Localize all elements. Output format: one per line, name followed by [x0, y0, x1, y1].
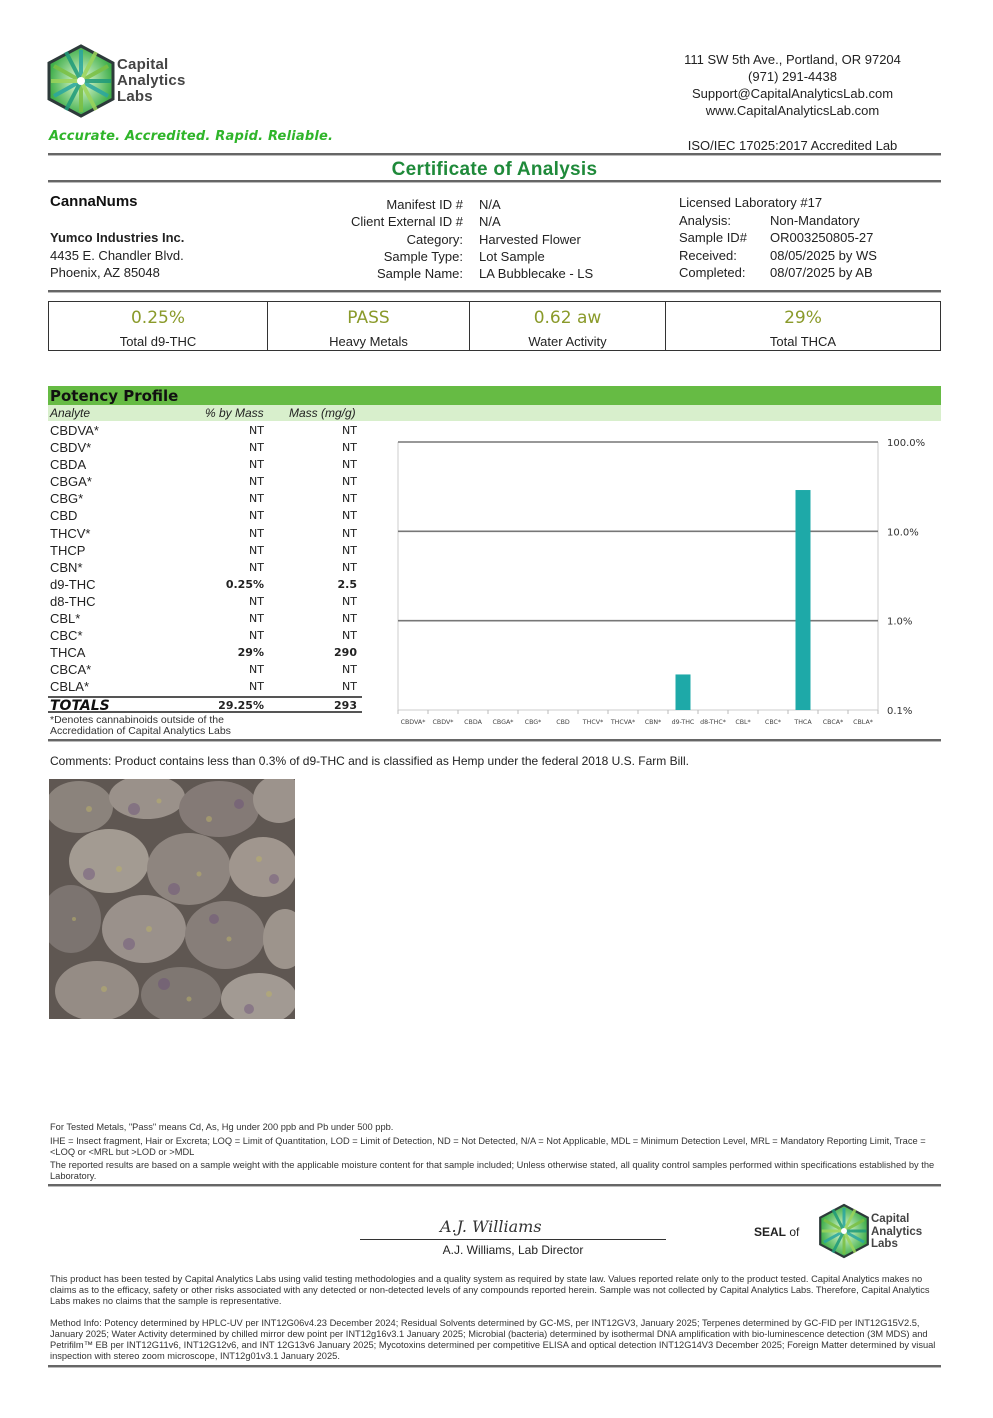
- summary-total-thca: [666, 302, 940, 350]
- chart-x-tick-label: d9-THC: [671, 719, 695, 726]
- page-title: Certificate of Analysis: [391, 159, 598, 180]
- summary-water-activity: [470, 302, 666, 350]
- lab-info-label: Received:: [679, 247, 737, 263]
- potency-title: Potency Profile: [50, 387, 179, 405]
- seal-label-rest: of: [786, 1225, 800, 1239]
- mass-mg-g: NT: [342, 680, 357, 694]
- summary-total-d9-thc: [49, 302, 268, 350]
- summary-label: Heavy Metals: [329, 334, 408, 349]
- seal-logo-icon: [818, 1203, 870, 1259]
- chart-y-tick-label: 0.1%: [887, 706, 913, 717]
- pct-by-mass: NT: [249, 509, 264, 523]
- summary-value: 0.25%: [130, 308, 185, 328]
- potency-table: [48, 422, 362, 713]
- method-info: Method Info: Potency determined by HPLC-UV per INT12G06v4.23 December 2024; Residual Solvents determined by GC-MS, per INT12GV3, January 2025; Terpenes determined by GC-FID per INT12G15V2.5, January 2025; Water Activity determined by chilled mirror dew point per INT12g16v3.1 January 2025; Microbial (bacteria) determined by isothermal DNA amplification with bio-luminescence detection (3M MDS) and Petrifilm™ EB per INT12G11v6, INT12G12v6, and INT 12G13v6 January 2025; Mycotoxins determined per competitive ELISA and optical detection INT12G14V3 December 2025; Foreign Matter determined by visual inspection with stereo zoom microscope, INT12g01v3.1 January 2025.: [50, 1318, 936, 1361]
- signature-line: [360, 1239, 666, 1240]
- potency-row: [48, 593, 362, 610]
- analyte-name: CBL*: [50, 611, 81, 627]
- pct-by-mass: NT: [249, 594, 264, 608]
- lab-info-label: Sample ID#: [679, 230, 747, 246]
- mass-mg-g: NT: [342, 458, 357, 472]
- received-date: 08/05/2025 by WS: [770, 247, 877, 263]
- sample-name: LA Bubblecake - LS: [479, 266, 594, 282]
- pct-by-mass: NT: [249, 458, 264, 472]
- sample-label: Client External ID #: [351, 214, 463, 230]
- lab-info-label: Completed:: [679, 264, 746, 280]
- manifest-id: N/A: [479, 197, 501, 212]
- comments: Comments: Product contains less than 0.3% of d9-THC and is classified as Hemp under the federal 2018 U.S. Farm Bill.: [50, 754, 689, 768]
- chart-y-tick-label: 10.0%: [887, 527, 919, 539]
- logo-line: Capital: [117, 56, 169, 73]
- mass-mg-g: NT: [342, 663, 357, 677]
- seal-label-bold: SEAL: [754, 1225, 787, 1239]
- sample-label: Sample Type:: [383, 248, 463, 264]
- client-city: Phoenix, AZ 85048: [50, 265, 160, 280]
- mass-mg-g: NT: [342, 560, 357, 574]
- potency-totals-row: [48, 696, 362, 713]
- sample-values: [479, 196, 593, 282]
- client-company: Yumco Industries Inc.: [50, 230, 185, 245]
- divider: [48, 153, 941, 156]
- analyte-name: CBCA*: [50, 662, 92, 678]
- potency-row: [48, 644, 362, 661]
- analyte-name: THCA: [50, 645, 86, 661]
- chart-x-tick-label: CBDVA*: [400, 719, 426, 726]
- lab-contact: [660, 51, 925, 119]
- potency-row: [48, 610, 362, 627]
- lab-address: 111 SW 5th Ave., Portland, OR 97204: [684, 52, 901, 67]
- mass-mg-g: NT: [342, 526, 357, 540]
- mass-mg-g: NT: [342, 594, 357, 608]
- potency-column-headers: [48, 405, 941, 421]
- tagline: Accurate. Accredited. Rapid. Reliable.: [49, 129, 334, 144]
- pct-by-mass: NT: [249, 680, 264, 694]
- seal-line: Analytics: [871, 1225, 923, 1238]
- sample-type: Lot Sample: [479, 248, 545, 264]
- col-analyte: Analyte: [50, 406, 91, 420]
- results-note: The reported results are based on a sample weight with the applicable moisture content for that sample included; Unless otherwise stated, all quality control samples performed within specifications established by the Laboratory.: [50, 1160, 935, 1181]
- signatory-name: A.J. Williams, Lab Director: [442, 1243, 584, 1257]
- pct-by-mass: 0.25%: [225, 577, 264, 591]
- chart-x-tick-label: THCA: [794, 719, 812, 726]
- chart-bar: [796, 490, 811, 710]
- pct-by-mass: NT: [249, 526, 264, 540]
- category: Harvested Flower: [479, 231, 581, 247]
- analyte-name: CBLA*: [50, 679, 90, 695]
- divider: [48, 1184, 941, 1187]
- chart-x-tick-label: CBG*: [524, 719, 542, 726]
- analyte-name: CBDVA*: [50, 423, 99, 438]
- mass-mg-g: NT: [342, 424, 357, 437]
- mass-mg-g: NT: [342, 441, 357, 455]
- potency-row: [48, 559, 362, 576]
- potency-row: [48, 439, 362, 456]
- mass-mg-g: NT: [342, 475, 357, 489]
- seal-logo-text: [871, 1213, 922, 1251]
- abbreviations-note: IHE = Insect fragment, Hair or Excreta; LOQ = Limit of Quantitation, LOD = Limit of Detection, ND = Not Detected, N/A = Not Applicable, MDL = Minimum Detection Level, MRL = Mandatory Reporting Limit, Trace = <LOQ or <MRL but >LOD or >MDL: [50, 1136, 926, 1157]
- lab-email[interactable]: Support@CapitalAnalyticsLab.com: [691, 86, 894, 101]
- seal-label: [754, 1225, 799, 1239]
- col-pct-by-mass: % by Mass: [205, 406, 264, 420]
- potency-row: [48, 422, 362, 439]
- summary-value: PASS: [347, 308, 390, 328]
- chart-y-tick-label: 1.0%: [887, 616, 913, 628]
- sample-labels: [300, 196, 463, 282]
- totals-mass: 293: [334, 698, 357, 712]
- potency-header: [48, 386, 941, 405]
- potency-row: [48, 678, 362, 695]
- potency-row: [48, 490, 362, 507]
- potency-row: [48, 661, 362, 678]
- chart-x-tick-label: CBN*: [644, 719, 662, 726]
- chart-x-tick-label: CBLA*: [853, 719, 873, 726]
- lab-info-values: [770, 212, 877, 281]
- lab-phone: (971) 291-4438: [748, 69, 837, 84]
- footnote-line: Accredidation of Capital Analytics Labs: [50, 725, 231, 737]
- chart-x-tick-label: d8-THC*: [700, 719, 726, 726]
- chart-x-tick-label: CBD: [556, 719, 570, 726]
- client-external-id: N/A: [479, 214, 501, 230]
- potency-row: [48, 525, 362, 542]
- potency-row: [48, 456, 362, 473]
- sample-photo: [49, 779, 295, 1019]
- pct-by-mass: NT: [249, 475, 264, 489]
- lab-logo-icon: [46, 44, 116, 118]
- lab-website[interactable]: www.CapitalAnalyticsLab.com: [705, 103, 880, 118]
- potency-row: [48, 576, 362, 593]
- client-street: 4435 E. Chandler Blvd.: [50, 247, 184, 263]
- pct-by-mass: NT: [249, 543, 264, 557]
- summary-label: Total d9-THC: [119, 334, 197, 349]
- analyte-name: d9-THC: [50, 576, 96, 592]
- analyte-name: CBC*: [50, 628, 83, 644]
- summary-label: Total THCA: [769, 334, 837, 349]
- client-brand: CannaNums: [50, 193, 138, 210]
- col-mass-mg-g: Mass (mg/g): [289, 406, 356, 420]
- lab-logo-text: [117, 57, 186, 105]
- divider: [48, 739, 941, 742]
- pct-by-mass: NT: [249, 441, 264, 455]
- chart-x-tick-label: CBDV*: [432, 719, 454, 726]
- pct-by-mass: 29%: [237, 646, 264, 660]
- mass-mg-g: 290: [334, 646, 357, 660]
- analyte-name: CBG*: [50, 491, 84, 507]
- totals-pct: 29.25%: [218, 698, 264, 712]
- sample-label: Sample Name:: [377, 266, 463, 282]
- lab-info-labels: [679, 212, 747, 281]
- analyte-name: CBDV*: [50, 440, 92, 456]
- analyte-name: CBD: [50, 508, 78, 524]
- mass-mg-g: 2.5: [337, 577, 357, 591]
- mass-mg-g: NT: [342, 612, 357, 626]
- seal-line: Labs: [871, 1238, 898, 1250]
- client-address: [50, 229, 184, 282]
- logo-line: Analytics: [117, 72, 186, 89]
- chart-x-tick-label: CBL*: [735, 719, 751, 726]
- divider: [48, 290, 941, 293]
- chart-x-tick-label: THCV*: [582, 719, 604, 726]
- chart-x-tick-label: CBCA*: [822, 719, 844, 726]
- footnote-line: *Denotes cannabinoids outside of the: [50, 714, 224, 726]
- sample-id: OR003250805-27: [770, 230, 874, 246]
- pct-by-mass: NT: [249, 612, 264, 626]
- accreditation: ISO/IEC 17025:2017 Accredited Lab: [687, 138, 898, 153]
- analyte-name: CBN*: [50, 559, 83, 575]
- pct-by-mass: NT: [249, 663, 264, 677]
- summary-boxes: [48, 301, 941, 351]
- metals-note: For Tested Metals, "Pass" means Cd, As, Hg under 200 ppb and Pb under 500 ppb.: [50, 1122, 394, 1132]
- licensed-lab: Licensed Laboratory #17: [679, 195, 823, 210]
- analysis-type: Non-Mandatory: [770, 213, 860, 228]
- analyte-name: d8-THC: [50, 593, 96, 609]
- chart-x-tick-label: CBGA*: [492, 719, 514, 726]
- logo-line: Labs: [117, 88, 153, 105]
- chart-bar: [676, 674, 691, 710]
- divider: [48, 180, 941, 183]
- pct-by-mass: NT: [249, 492, 264, 506]
- chart-x-tick-label: CBC*: [764, 719, 782, 726]
- summary-label: Water Activity: [528, 334, 607, 349]
- pct-by-mass: NT: [249, 560, 264, 574]
- summary-value: 0.62 aw: [533, 308, 602, 328]
- mass-mg-g: NT: [342, 543, 357, 557]
- chart-x-tick-label: THCVA*: [610, 719, 636, 726]
- potency-footnote: [50, 715, 231, 737]
- disclaimer: This product has been tested by Capital Analytics Labs using valid testing methodologies and a quality system as required by state law. Values reported relate only to the product tested. Capital Analytics makes no claims as to the efficacy, safety or other risks associated with any detected or non-detected levels of any compounds reported herein. Sample was not collected by Capital Analytics Labs. Therefore, Capital Analytics Labs makes no claims that the sample is representative.: [50, 1274, 930, 1306]
- summary-heavy-metals: [268, 302, 470, 350]
- pct-by-mass: NT: [249, 424, 264, 437]
- completed-date: 08/07/2025 by AB: [770, 264, 873, 280]
- divider: [48, 1365, 941, 1368]
- totals-label: TOTALS: [50, 697, 110, 714]
- seal-line: Capital: [871, 1213, 910, 1225]
- potency-row: [48, 473, 362, 490]
- analyte-name: CBGA*: [50, 474, 92, 490]
- analyte-name: THCP: [50, 542, 86, 558]
- sample-label: Manifest ID #: [386, 197, 463, 212]
- potency-row: [48, 627, 362, 644]
- summary-value: 29%: [784, 308, 822, 328]
- lab-info-label: Analysis:: [679, 213, 732, 228]
- chart-y-tick-label: 100.0%: [887, 438, 926, 449]
- chart-x-tick-label: CBDA: [464, 719, 482, 726]
- pct-by-mass: NT: [249, 629, 264, 643]
- mass-mg-g: NT: [342, 492, 357, 506]
- potency-row: [48, 542, 362, 559]
- sample-label: Category:: [406, 231, 463, 247]
- mass-mg-g: NT: [342, 509, 357, 523]
- analyte-name: CBDA: [50, 457, 87, 473]
- signature-script: A.J. Williams: [440, 1217, 542, 1236]
- potency-row: [48, 507, 362, 524]
- analyte-name: THCV*: [50, 525, 91, 541]
- mass-mg-g: NT: [342, 629, 357, 643]
- potency-chart: [392, 430, 940, 732]
